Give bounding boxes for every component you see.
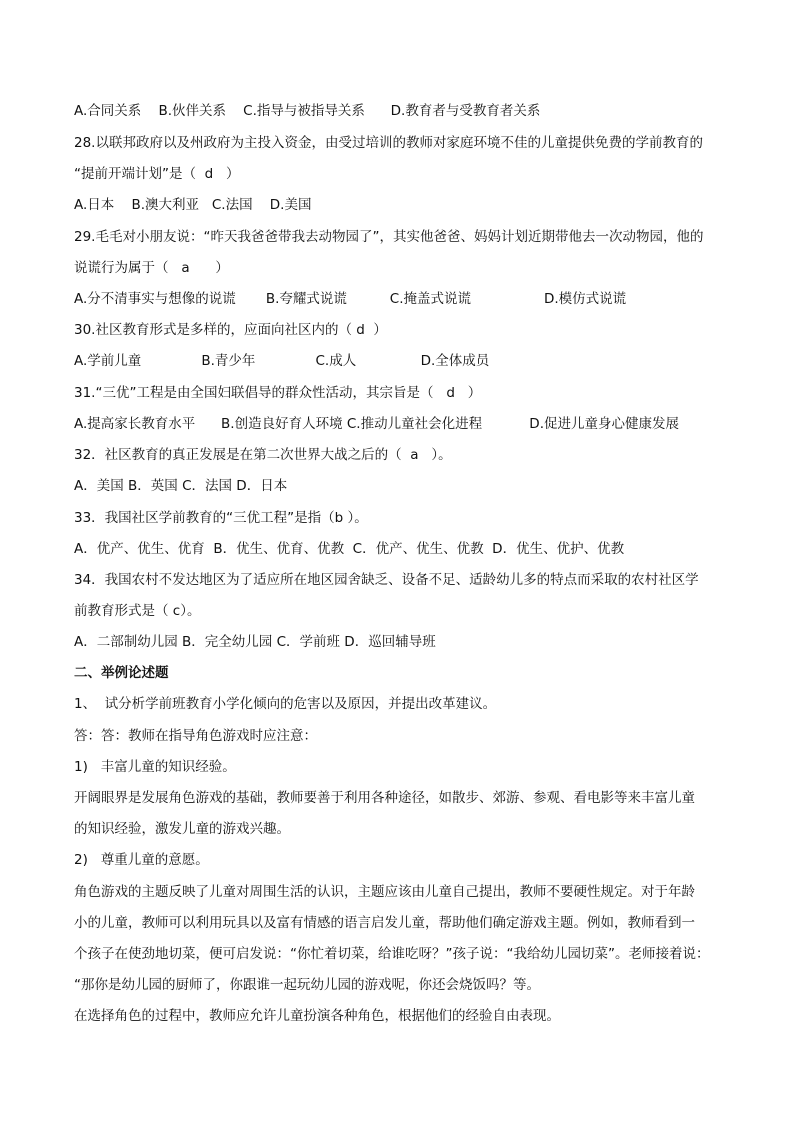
question-34-line-2: 前教育形式是（ c）。 <box>74 603 201 619</box>
essay-question-1: 1、 试分析学前班教育小学化倾向的危害以及原因，并提出改革建议。 <box>74 696 497 712</box>
question-34-line-1: 34．我国农村不发达地区为了适应所在地区园舍缺乏、设备不足、适龄幼儿多的特点而采取的农村社区学 <box>74 572 699 588</box>
answer-options-29: A.分不清事实与想像的说谎 B.夸耀式说谎 C.掩盖式说谎 D.模仿式说谎 <box>74 291 627 307</box>
question-28-line-1: 28.以联邦政府以及州政府为主投入资金，由受过培训的教师对家庭环境不佳的儿童提供免费的学前教育的 <box>74 135 703 151</box>
question-29-line-2: 说谎行为属于（ a ） <box>74 260 229 276</box>
answer-options-30: A.学前儿童 B.青少年 C.成人 D.全体成员 <box>74 353 490 369</box>
question-29-line-1: 29.毛毛对小朋友说：“昨天我爸爸带我去动物园了”，其实他爸爸、妈妈计划近期带他去一次动物园，他的 <box>74 229 704 245</box>
point-2-text-line-5: 在选择角色的过程中，教师应允许儿童扮演各种角色，根据他们的经验自由表现。 <box>74 1008 560 1024</box>
point-1-text-line-1: 开阔眼界是发展角色游戏的基础，教师要善于利用各种途径，如散步、郊游、参观、看电影等来丰富儿童 <box>74 790 695 806</box>
point-2-text-line-2: 小的儿童，教师可以利用玩具以及富有情感的语言启发儿童，帮助他们确定游戏主题。例如，教师看到一 <box>74 915 695 931</box>
question-30: 30.社区教育形式是多样的，应面向社区内的（ d ） <box>74 322 387 338</box>
point-2-text-line-1: 角色游戏的主题反映了儿童对周围生活的认识，主题应该由儿童自己提出，教师不要硬性规定。对于年龄 <box>74 884 695 900</box>
answer-options-31: A.提高家长教育水平 B.创造良好育人环境 C.推动儿童社会化进程 D.促进儿童身心健康发展 <box>74 416 679 432</box>
question-31: 31.“三优”工程是由全国妇联倡导的群众性活动，其宗旨是（ d ） <box>74 385 482 401</box>
point-1-text-line-2: 的知识经验，激发儿童的游戏兴趣。 <box>74 821 290 837</box>
point-2-text-line-3: 个孩子在使劲地切菜，便可启发说：“你忙着切菜，给谁吃呀？”孩子说：“我给幼儿园切菜”。老师接着说： <box>74 946 710 962</box>
point-2-text-line-4: “那你是幼儿园的厨师了，你跟谁一起玩幼儿园的游戏呢，你还会烧饭吗？等。 <box>74 977 540 993</box>
question-32: 32．社区教育的真正发展是在第二次世界大战之后的（ a ）。 <box>74 447 452 463</box>
question-28-line-2: “提前开端计划”是（ d ） <box>74 166 240 182</box>
question-33: 33．我国社区学前教育的“三优工程”是指（b ）。 <box>74 510 368 526</box>
answer-options-32: A．美国 B．英国 C．法国 D．日本 <box>74 478 288 494</box>
section-heading: 二、举例论述题 <box>74 665 169 681</box>
answer-options-28: A.日本 B.澳大利亚 C.法国 D.美国 <box>74 197 312 213</box>
point-1-title: 1) 丰富儿童的知识经验。 <box>74 759 236 775</box>
answer-intro: 答：答：教师在指导角色游戏时应注意： <box>74 728 317 744</box>
answer-options-27: A.合同关系 B.伙伴关系 C.指导与被指导关系 D.教育者与受教育者关系 <box>74 103 541 119</box>
answer-options-33: A．优产、优生、优育 B．优生、优育、优教 C．优产、优生、优教 D．优生、优护、优教 <box>74 541 625 557</box>
answer-options-34: A．二部制幼儿园 B．完全幼儿园 C．学前班 D．巡回辅导班 <box>74 634 436 650</box>
point-2-title: 2) 尊重儿童的意愿。 <box>74 852 209 868</box>
